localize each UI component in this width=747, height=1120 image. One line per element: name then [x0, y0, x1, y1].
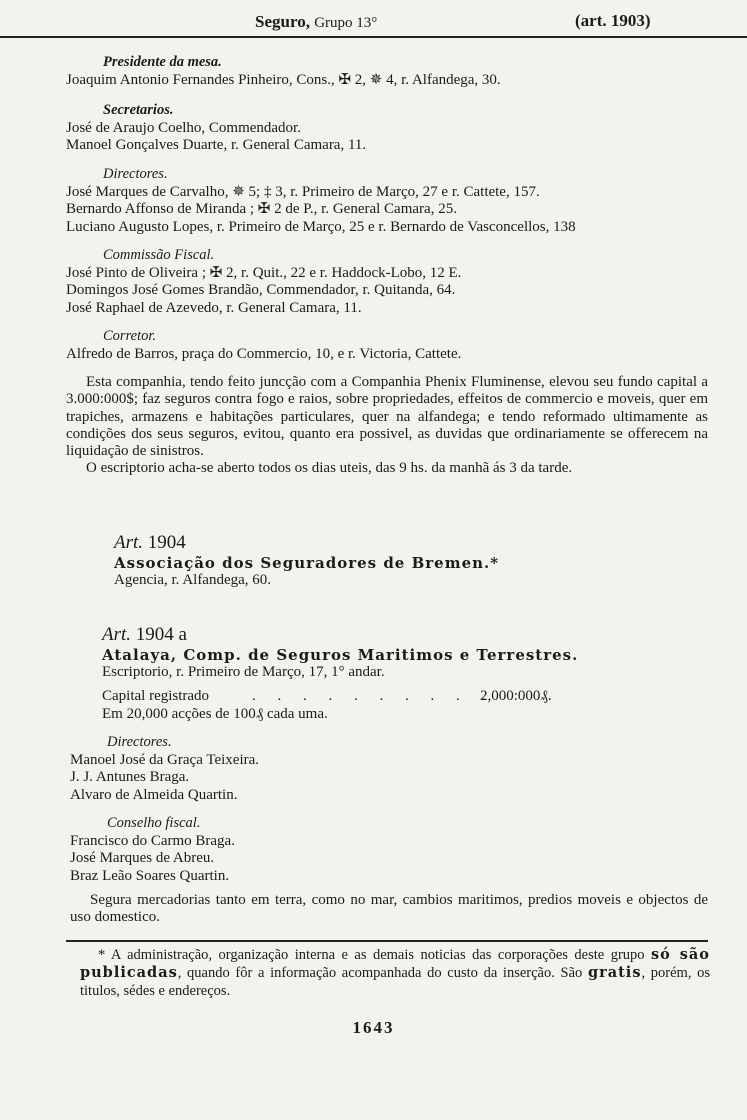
secretarios-section	[66, 102, 716, 155]
corretor-section	[66, 328, 716, 363]
corporation-name: Associação dos Seguradores de Bremen.*	[114, 554, 500, 572]
footnote-text: , porém, os titulos, sédes e endereços.	[80, 965, 710, 999]
secretarios-heading: Secretarios.	[103, 102, 174, 118]
running-header	[0, 8, 747, 38]
presidente-section	[66, 54, 716, 89]
conselho-line: Braz Leão Soares Quartin.	[70, 867, 230, 884]
director-line: Bernardo Affonso de Miranda ; ✠ 2 de P., r. General Camara, 25.	[66, 201, 457, 217]
escriptorio-line: Escriptorio, r. Primeiro de Março, 17, 1° andar.	[102, 664, 385, 680]
article-1904a-heading	[102, 624, 712, 646]
commissao-section	[66, 247, 716, 317]
atalaya-directores-section	[70, 734, 720, 804]
running-title-text: Seguro,	[255, 12, 310, 31]
commissao-line: Domingos José Gomes Brandão, Commendador, r. Quitanda, 64.	[66, 282, 456, 298]
presidente-heading: Presidente da mesa.	[103, 54, 222, 70]
corretor-line: Alfredo de Barros, praça do Commercio, 10, e r. Victoria, Cattete.	[66, 345, 462, 362]
article-number: 1904 a	[135, 624, 187, 645]
companhia-paragraph-block	[66, 374, 708, 478]
corporation-name: Atalaya, Comp. de Seguros Maritimos e Terrestres.	[102, 646, 579, 664]
director-line: Alvaro de Almeida Quartin.	[70, 786, 238, 803]
conselho-heading: Conselho fiscal.	[107, 815, 201, 831]
directores-heading: Directores.	[103, 166, 168, 182]
header-article-number: (art. 1903)	[575, 11, 651, 30]
director-line: Luciano Augusto Lopes, r. Primeiro de Março, 25 e r. Bernardo de Vasconcellos, 138	[66, 218, 576, 235]
director-line: J. J. Antunes Braga.	[70, 769, 190, 785]
footnote-divider	[66, 940, 708, 942]
companhia-paragraph: Esta companhia, tendo feito juncção com a Companhia Phenix Fluminense, elevou seu fundo capital a 3.000:000$; faz seguros contra fogo e raios, sobre propriedades, effeitos de commercio e moveis, quer em trapiches, armazens e habitações particulares, quer na alfandega; e tendo reformado ultimamente as condições dos seus seguros, evitou, quanto era possivel, as duvidas que ordinariamente se offerecem na liquidação de sinistros.	[66, 374, 708, 460]
directores-heading: Directores.	[107, 734, 172, 750]
conselho-line: Francisco do Carmo Braga.	[70, 832, 235, 849]
atalaya-paragraph: Segura mercadorias tanto em terra, como no mar, cambios maritimos, predios moveis e objectos de uso domestico.	[70, 892, 708, 926]
commissao-line: José Raphael de Azevedo, r. General Camara, 11.	[66, 299, 362, 316]
footnote-emphasis: gratis	[587, 964, 642, 981]
article-1904-heading	[114, 532, 747, 554]
accoes-line: Em 20,000 acções de 100₰ cada uma.	[102, 705, 328, 722]
footnote	[80, 946, 710, 1000]
running-title	[255, 12, 377, 32]
capital-label: Capital registrado	[102, 687, 210, 704]
group-label: Grupo 13°	[314, 15, 378, 31]
footnote-emphasis: só são publicadas	[80, 946, 710, 981]
footnote-text: , quando fôr a informação acompanhada do custo da inserção. São	[177, 965, 588, 981]
director-line: José Marques de Carvalho, ✵ 5; ‡ 3, r. Primeiro de Março, 27 e r. Cattete, 157.	[66, 183, 540, 200]
art-label: Art.	[114, 532, 144, 553]
secretarios-line: José de Araujo Coelho, Commendador.	[66, 119, 301, 136]
atalaya-paragraph-block	[70, 892, 708, 927]
escriptorio-hours: O escriptorio acha-se aberto todos os dias uteis, das 9 hs. da manhã ás 3 da tarde.	[86, 460, 573, 477]
page-number: 1643	[352, 1018, 395, 1037]
presidente-line: Joaquim Antonio Fernandes Pinheiro, Cons., ✠ 2, ✵ 4, r. Alfandega, 30.	[66, 71, 501, 88]
commissao-heading: Commissão Fiscal.	[103, 247, 215, 263]
art-label: Art.	[102, 624, 132, 645]
commissao-line: José Pinto de Oliveira ; ✠ 2, r. Quit., 22 e r. Haddock-Lobo, 12 E.	[66, 264, 462, 281]
capital-value: 2,000:000₰.	[480, 687, 552, 704]
directores-section	[66, 166, 716, 236]
article-1904a	[102, 624, 712, 723]
article-number: 1904	[147, 532, 186, 553]
agencia-line: Agencia, r. Alfandega, 60.	[114, 572, 272, 588]
director-line: Manoel José da Graça Teixeira.	[70, 751, 260, 768]
secretarios-line: Manoel Gonçalves Duarte, r. General Camara, 11.	[66, 137, 367, 153]
conselho-fiscal-section	[70, 815, 720, 885]
corretor-heading: Corretor.	[103, 328, 157, 344]
article-1904	[114, 532, 747, 590]
capital-leader-dots: . . . . . . . . . .	[252, 687, 495, 704]
capital-row	[102, 688, 712, 706]
footnote-text: * A administração, organização interna e as demais noticias das corporações deste grupo	[98, 947, 652, 963]
conselho-line: José Marques de Abreu.	[70, 850, 215, 866]
